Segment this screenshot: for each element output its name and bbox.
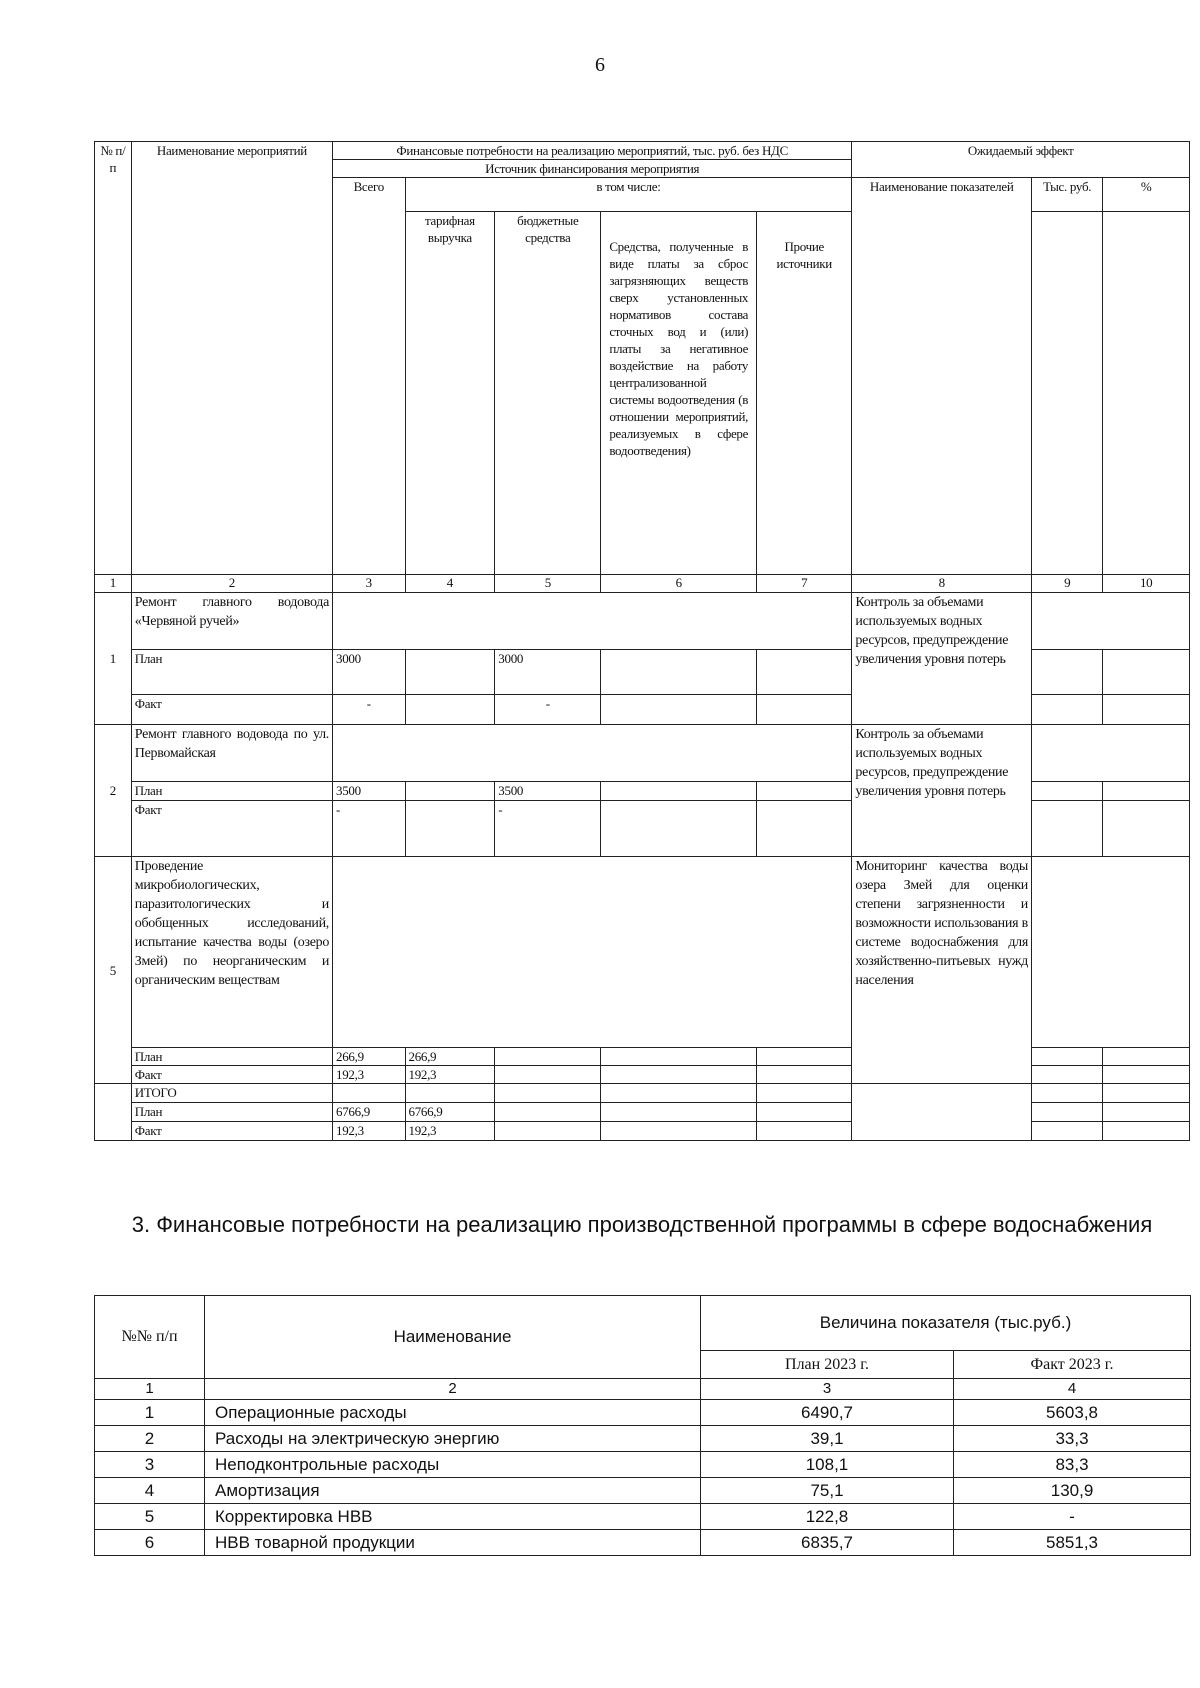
blank-cell: [1103, 1084, 1190, 1103]
total-plan-tariff: 6766,9: [405, 1103, 495, 1122]
blank-cell: [1103, 801, 1190, 857]
blank-cell: [757, 1122, 852, 1141]
header-name: Наименование мероприятий: [131, 142, 332, 575]
blank-cell: [601, 1084, 757, 1103]
blank-cell: [1103, 1066, 1190, 1084]
blank-cell: [1031, 593, 1189, 650]
blank-cell: [1031, 782, 1102, 801]
blank-cell: [95, 1084, 132, 1141]
blank-cell: [1031, 650, 1102, 695]
plan-total: 3500: [333, 782, 405, 801]
blank-cell: [1103, 695, 1190, 725]
row-plan: 6835,7: [701, 1530, 954, 1556]
fact-label: Факт: [131, 695, 332, 725]
item-num: 2: [95, 725, 132, 857]
row-plan: 122,8: [701, 1504, 954, 1530]
page-number: 6: [595, 54, 605, 76]
header-num: № п/п: [95, 142, 132, 575]
blank-cell: [601, 1122, 757, 1141]
total-fact-tariff: 192,3: [405, 1122, 495, 1141]
blank-cell: [601, 801, 757, 857]
col-index: 9: [1031, 575, 1102, 593]
blank-cell: [333, 1084, 405, 1103]
plan-label: План: [131, 650, 332, 695]
measures-financing-table: [94, 141, 1190, 1141]
header-total: Всего: [333, 178, 405, 575]
header-financial: Финансовые потребности на реализацию мероприятий, тыс. руб. без НДС: [333, 142, 852, 160]
header-value: Величина показателя (тыс.руб.): [701, 1296, 1191, 1351]
row-fact: 83,3: [954, 1452, 1191, 1478]
total-fact-total: 192,3: [333, 1122, 405, 1141]
row-plan: 39,1: [701, 1426, 954, 1452]
blank-cell: [1031, 1048, 1102, 1066]
table-row: [95, 1426, 1191, 1452]
row-num: 1: [95, 1400, 205, 1426]
blank-cell: [757, 1066, 852, 1084]
table-row: [95, 1504, 1191, 1530]
col-index: 3: [333, 575, 405, 593]
blank-cell: [1103, 650, 1190, 695]
header-num: №№ п/п: [95, 1296, 205, 1379]
row-name: Неподконтрольные расходы: [205, 1452, 701, 1478]
header-budget: бюджетные средства: [495, 212, 601, 575]
blank-cell: [757, 1084, 852, 1103]
blank-cell: [1031, 857, 1189, 1048]
blank-cell: [333, 593, 852, 650]
fact-budget: -: [495, 695, 601, 725]
fact-total: 192,3: [333, 1066, 405, 1084]
row-fact: -: [954, 1504, 1191, 1530]
header-tariff: тарифная выручка: [405, 212, 495, 575]
blank-cell: [495, 1103, 601, 1122]
item-num: 1: [95, 593, 132, 725]
row-name: Операционные расходы: [205, 1400, 701, 1426]
fact-total: -: [333, 695, 405, 725]
blank-cell: [1103, 1103, 1190, 1122]
header-including: в том числе:: [405, 178, 852, 212]
blank-cell: [601, 1048, 757, 1066]
blank-cell: [1031, 1084, 1102, 1103]
blank-cell: [601, 695, 757, 725]
blank-cell: [1031, 1103, 1102, 1122]
blank-cell: [757, 650, 852, 695]
header-plan: План 2023 г.: [701, 1351, 954, 1379]
row-plan: 75,1: [701, 1478, 954, 1504]
blank-cell: [757, 1103, 852, 1122]
header-other: Прочие источники: [757, 212, 852, 575]
fact-tariff: [405, 801, 495, 857]
item-name: Проведение микробиологических, паразитологических и обобщенных исследований, испытание качества воды (озеро Змей) по неорганическим и органическим веществам: [131, 857, 332, 1048]
header-percent: %: [1103, 178, 1190, 212]
blank-cell: [757, 695, 852, 725]
col-index: 4: [954, 1379, 1191, 1400]
plan-budget: 3500: [495, 782, 601, 801]
blank-cell: [1031, 725, 1189, 782]
row-num: 5: [95, 1504, 205, 1530]
row-fact: 130,9: [954, 1478, 1191, 1504]
blank-cell: [1103, 782, 1190, 801]
header-name: Наименование: [205, 1296, 701, 1379]
blank-cell: [757, 782, 852, 801]
row-num: 4: [95, 1478, 205, 1504]
total-fact-label: Факт: [131, 1122, 332, 1141]
total-plan-label: План: [131, 1103, 332, 1122]
blank-cell: [601, 782, 757, 801]
plan-tariff: [405, 782, 495, 801]
row-name: Амортизация: [205, 1478, 701, 1504]
table-row: [95, 1478, 1191, 1504]
fact-budget: [495, 1066, 601, 1084]
header-source: Источник финансирования мероприятия: [333, 160, 852, 178]
col-index: 6: [601, 575, 757, 593]
blank-cell: [1031, 801, 1102, 857]
row-plan: 108,1: [701, 1452, 954, 1478]
row-fact: 5603,8: [954, 1400, 1191, 1426]
fact-tariff: 192,3: [405, 1066, 495, 1084]
total-plan-total: 6766,9: [333, 1103, 405, 1122]
row-name: Корректировка НВВ: [205, 1504, 701, 1530]
row-num: 6: [95, 1530, 205, 1556]
blank-cell: [495, 1084, 601, 1103]
fact-label: Факт: [131, 1066, 332, 1084]
col-index: 4: [405, 575, 495, 593]
col-index: 2: [205, 1379, 701, 1400]
fact-label: Факт: [131, 801, 332, 857]
item-effect: Контроль за объемами используемых водных ресурсов, предупреждение увеличения уровня потерь: [852, 593, 1032, 725]
blank-cell: [1031, 1066, 1102, 1084]
blank-cell: [1031, 1122, 1102, 1141]
blank-cell: [601, 1103, 757, 1122]
col-index: 2: [131, 575, 332, 593]
header-indicator-name: Наименование показателей: [852, 178, 1032, 575]
row-name: НВВ товарной продукции: [205, 1530, 701, 1556]
fact-tariff: [405, 695, 495, 725]
plan-total: 266,9: [333, 1048, 405, 1066]
plan-budget: [495, 1048, 601, 1066]
table-row: [95, 1530, 1191, 1556]
total-label: ИТОГО: [131, 1084, 332, 1103]
row-num: 2: [95, 1426, 205, 1452]
plan-tariff: [405, 650, 495, 695]
col-index: 10: [1103, 575, 1190, 593]
blank-cell: [757, 801, 852, 857]
header-effect: Ожидаемый эффект: [852, 142, 1190, 178]
col-index: 7: [757, 575, 852, 593]
blank-cell: [601, 1066, 757, 1084]
blank-cell: [1103, 1122, 1190, 1141]
blank-cell: [1031, 695, 1102, 725]
plan-tariff: 266,9: [405, 1048, 495, 1066]
header-blank-percent: [1103, 212, 1190, 575]
col-index: 1: [95, 575, 132, 593]
col-index: 3: [701, 1379, 954, 1400]
blank-cell: [495, 1122, 601, 1141]
plan-label: План: [131, 782, 332, 801]
fact-budget: -: [495, 801, 601, 857]
row-fact: 33,3: [954, 1426, 1191, 1452]
blank-cell: [333, 857, 852, 1048]
item-name: Ремонт главного водовода «Червяной ручей»: [131, 593, 332, 650]
item-effect: Контроль за объемами используемых водных ресурсов, предупреждение увеличения уровня потерь: [852, 725, 1032, 857]
header-thousand-rub: Тыс. руб.: [1031, 178, 1102, 212]
plan-label: План: [131, 1048, 332, 1066]
item-num: 5: [95, 857, 132, 1084]
row-name: Расходы на электрическую энергию: [205, 1426, 701, 1452]
table-row: [95, 1452, 1191, 1478]
section-title: 3. Финансовые потребности на реализацию производственной программы в сфере водоснабжения: [131, 1212, 1153, 1237]
row-plan: 6490,7: [701, 1400, 954, 1426]
col-index: 1: [95, 1379, 205, 1400]
plan-total: 3000: [333, 650, 405, 695]
row-fact: 5851,3: [954, 1530, 1191, 1556]
header-fees: Средства, полученные в виде платы за сброс загрязняющих веществ сверх установленных нормативов состава сточных вод и (или) платы за негативное воздействие на работу централизованной системы водоотведения (в отношении мероприятий, реализуемых в сфере водоотведения): [601, 212, 757, 575]
col-index: 8: [852, 575, 1032, 593]
blank-cell: [601, 650, 757, 695]
item-effect: Мониторинг качества воды озера Змей для оценки степени загрязненности и возможности использования в системе водоснабжения для хозяйственно-питьевых нужд населения: [852, 857, 1032, 1084]
header-blank-thousand: [1031, 212, 1102, 575]
item-name: Ремонт главного водовода по ул. Первомайская: [131, 725, 332, 782]
blank-cell: [333, 725, 852, 782]
fact-total: -: [333, 801, 405, 857]
blank-cell: [852, 1084, 1032, 1141]
table-row: [95, 1400, 1191, 1426]
col-index: 5: [495, 575, 601, 593]
blank-cell: [1103, 1048, 1190, 1066]
plan-budget: 3000: [495, 650, 601, 695]
blank-cell: [757, 1048, 852, 1066]
header-fact: Факт 2023 г.: [954, 1351, 1191, 1379]
row-num: 3: [95, 1452, 205, 1478]
production-program-table: [94, 1295, 1191, 1556]
blank-cell: [405, 1084, 495, 1103]
